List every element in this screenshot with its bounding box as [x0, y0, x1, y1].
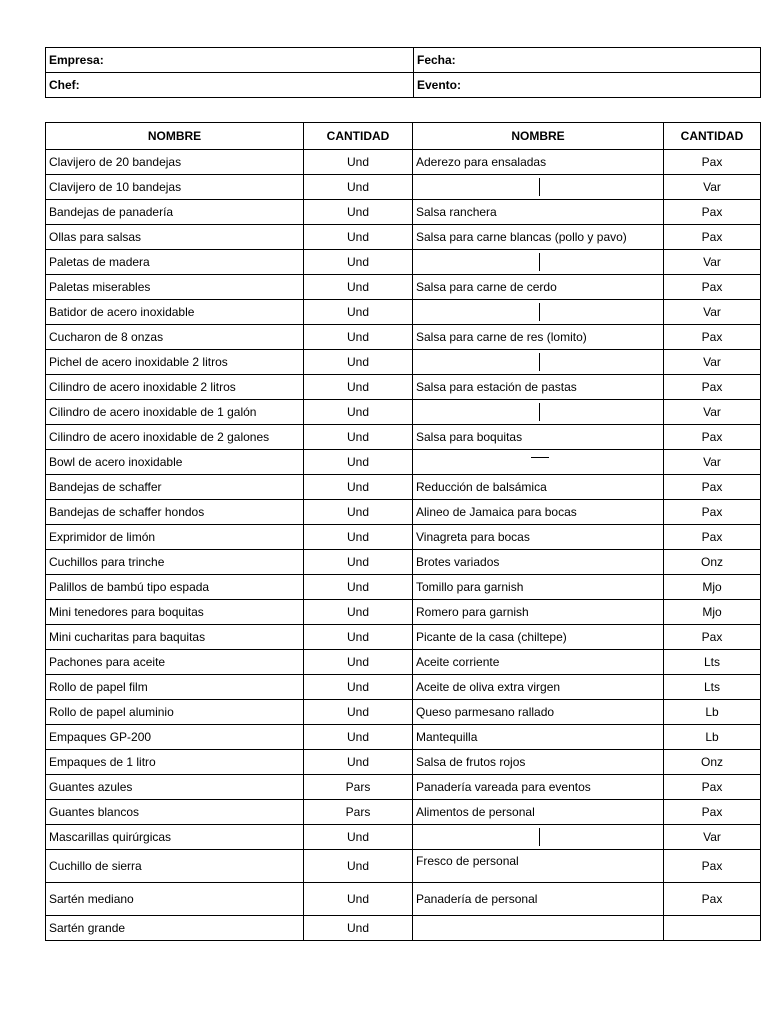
item-name-right — [413, 525, 664, 550]
item-unit-right: Lts — [664, 675, 761, 700]
item-name-right-text: Alimentos de personal — [416, 805, 535, 819]
item-name-right-text: Salsa para boquitas — [416, 430, 523, 444]
ditto-mark — [416, 403, 663, 421]
item-name-left: Paletas de madera — [46, 250, 304, 275]
table-row — [46, 375, 761, 400]
item-unit-right: Mjo — [664, 600, 761, 625]
table-row — [46, 275, 761, 300]
item-name-right-text: Mantequilla — [416, 730, 478, 744]
item-name-right-text: Brotes variados — [416, 555, 500, 569]
item-name-left: Guantes azules — [46, 775, 304, 800]
item-unit-left: Und — [304, 650, 413, 675]
item-name-right — [413, 550, 664, 575]
items-table — [45, 122, 761, 941]
item-name-right-text: Salsa para carne blancas (pollo y pavo) — [416, 230, 627, 244]
item-name-right — [413, 400, 664, 425]
item-name-left: Rollo de papel film — [46, 675, 304, 700]
item-unit-left: Und — [304, 225, 413, 250]
item-name-right — [413, 275, 664, 300]
event-header-table — [45, 47, 761, 98]
item-name-left: Clavijero de 10 bandejas — [46, 175, 304, 200]
item-name-right-text: Salsa para estación de pastas — [416, 380, 577, 394]
table-row — [46, 700, 761, 725]
item-name-right-text: Vinagreta para bocas — [416, 530, 530, 544]
item-name-right — [413, 425, 664, 450]
item-unit-left: Und — [304, 625, 413, 650]
item-unit-left: Und — [304, 400, 413, 425]
item-unit-right: Lts — [664, 650, 761, 675]
table-row — [46, 625, 761, 650]
item-name-left: Empaques GP-200 — [46, 725, 304, 750]
item-name-left: Mini tenedores para boquitas — [46, 600, 304, 625]
item-name-right — [413, 225, 664, 250]
table-row — [46, 475, 761, 500]
item-name-left: Guantes blancos — [46, 800, 304, 825]
item-unit-left: Und — [304, 575, 413, 600]
item-name-right — [413, 475, 664, 500]
item-name-right-text: Alineo de Jamaica para bocas — [416, 505, 577, 519]
table-row — [46, 750, 761, 775]
item-name-right — [413, 825, 664, 850]
item-unit-right: Lb — [664, 725, 761, 750]
item-name-left: Bandejas de panadería — [46, 200, 304, 225]
item-name-left: Batidor de acero inoxidable — [46, 300, 304, 325]
item-name-right-text: Salsa para carne de cerdo — [416, 280, 557, 294]
item-unit-left: Und — [304, 375, 413, 400]
item-name-right — [413, 575, 664, 600]
table-row — [46, 425, 761, 450]
item-unit-left: Und — [304, 425, 413, 450]
item-unit-right: Pax — [664, 625, 761, 650]
item-unit-left: Und — [304, 700, 413, 725]
item-unit-right: Pax — [664, 225, 761, 250]
item-name-left: Sartén grande — [46, 916, 304, 941]
table-row — [46, 225, 761, 250]
item-name-left: Cuchillos para trinche — [46, 550, 304, 575]
item-name-right-text: Romero para garnish — [416, 605, 529, 619]
item-name-left: Exprimidor de limón — [46, 525, 304, 550]
item-name-right — [413, 200, 664, 225]
item-name-right — [413, 325, 664, 350]
item-name-left: Clavijero de 20 bandejas — [46, 150, 304, 175]
column-header-nombre-left: NOMBRE — [46, 123, 304, 150]
column-header-cantidad-left: CANTIDAD — [304, 123, 413, 150]
ditto-mark — [416, 828, 663, 846]
item-unit-right: Onz — [664, 750, 761, 775]
table-body — [46, 150, 761, 941]
item-name-right — [413, 375, 664, 400]
item-name-left: Cucharon de 8 onzas — [46, 325, 304, 350]
item-unit-right: Pax — [664, 800, 761, 825]
table-row — [46, 675, 761, 700]
item-name-left: Cilindro de acero inoxidable de 1 galón — [46, 400, 304, 425]
item-unit-left: Und — [304, 250, 413, 275]
item-name-right-text: Panadería de personal — [416, 892, 538, 906]
item-unit-right: Pax — [664, 200, 761, 225]
item-unit-left: Und — [304, 600, 413, 625]
fecha-label: Fecha: — [417, 53, 456, 67]
empresa-field[interactable] — [46, 48, 414, 73]
item-unit-right: Lb — [664, 700, 761, 725]
item-name-right-text: Aceite de oliva extra virgen — [416, 680, 561, 694]
item-unit-left: Und — [304, 350, 413, 375]
item-unit-left: Und — [304, 475, 413, 500]
column-header-nombre-right: NOMBRE — [413, 123, 664, 150]
ditto-mark — [416, 450, 663, 464]
table-row — [46, 775, 761, 800]
item-unit-right: Pax — [664, 883, 761, 916]
item-name-right — [413, 800, 664, 825]
table-row — [46, 800, 761, 825]
item-unit-right: Var — [664, 450, 761, 475]
item-name-right-text: Salsa para carne de res (lomito) — [416, 330, 587, 344]
item-unit-right: Pax — [664, 850, 761, 883]
table-row — [46, 175, 761, 200]
item-unit-right: Mjo — [664, 575, 761, 600]
item-unit-right: Pax — [664, 150, 761, 175]
item-name-left: Paletas miserables — [46, 275, 304, 300]
item-unit-right: Var — [664, 350, 761, 375]
item-name-right-text: Fresco de personal — [416, 854, 519, 868]
item-name-right-text: Picante de la casa (chiltepe) — [416, 630, 567, 644]
chef-field[interactable] — [46, 73, 414, 98]
table-row — [46, 825, 761, 850]
table-header-row — [46, 123, 761, 150]
item-name-right-text: Aceite corriente — [416, 655, 500, 669]
table-row — [46, 525, 761, 550]
item-unit-left: Und — [304, 275, 413, 300]
item-unit-right: Pax — [664, 425, 761, 450]
table-row — [46, 650, 761, 675]
item-unit-right: Pax — [664, 775, 761, 800]
item-unit-left: Und — [304, 450, 413, 475]
item-unit-left: Und — [304, 325, 413, 350]
item-name-left: Ollas para salsas — [46, 225, 304, 250]
table-row — [46, 850, 761, 883]
item-unit-right: Var — [664, 400, 761, 425]
item-unit-left: Und — [304, 675, 413, 700]
item-unit-right: Pax — [664, 325, 761, 350]
item-name-right-text: Salsa de frutos rojos — [416, 755, 526, 769]
item-name-left: Bandejas de schaffer hondos — [46, 500, 304, 525]
item-name-right — [413, 500, 664, 525]
item-unit-left: Und — [304, 550, 413, 575]
item-unit-right: Var — [664, 825, 761, 850]
table-row — [46, 150, 761, 175]
item-unit-left: Und — [304, 500, 413, 525]
item-name-right — [413, 700, 664, 725]
item-name-right — [413, 600, 664, 625]
table-row — [46, 600, 761, 625]
item-name-right-text: Reducción de balsámica — [416, 480, 547, 494]
item-unit-left: Und — [304, 200, 413, 225]
item-name-left: Empaques de 1 litro — [46, 750, 304, 775]
item-name-left: Rollo de papel aluminio — [46, 700, 304, 725]
ditto-mark — [416, 303, 663, 321]
item-unit-left: Und — [304, 725, 413, 750]
item-unit-right: Pax — [664, 275, 761, 300]
item-name-right-text: Aderezo para ensaladas — [416, 155, 547, 169]
item-name-right — [413, 350, 664, 375]
empresa-label: Empresa: — [49, 53, 104, 67]
item-name-left: Bowl de acero inoxidable — [46, 450, 304, 475]
item-unit-left: Und — [304, 175, 413, 200]
table-row — [46, 300, 761, 325]
item-unit-left: Und — [304, 883, 413, 916]
item-name-left: Pichel de acero inoxidable 2 litros — [46, 350, 304, 375]
evento-field[interactable] — [414, 73, 761, 98]
item-name-left: Sartén mediano — [46, 883, 304, 916]
table-row — [46, 575, 761, 600]
table-row — [46, 400, 761, 425]
item-name-left: Mini cucharitas para baquitas — [46, 625, 304, 650]
table-row — [46, 500, 761, 525]
chef-label: Chef: — [49, 78, 80, 92]
item-name-left: Cilindro de acero inoxidable 2 litros — [46, 375, 304, 400]
item-name-left: Bandejas de schaffer — [46, 475, 304, 500]
item-unit-left: Und — [304, 825, 413, 850]
item-name-left: Cuchillo de sierra — [46, 850, 304, 883]
item-name-right — [413, 150, 664, 175]
item-name-right — [413, 916, 664, 941]
fecha-field[interactable] — [414, 48, 761, 73]
item-unit-right: Var — [664, 300, 761, 325]
item-unit-left: Und — [304, 750, 413, 775]
item-name-right — [413, 750, 664, 775]
item-unit-right: Onz — [664, 550, 761, 575]
item-name-right — [413, 850, 664, 883]
item-name-right — [413, 625, 664, 650]
item-name-right-text: Tomillo para garnish — [416, 580, 524, 594]
item-name-right — [413, 883, 664, 916]
item-unit-left: Pars — [304, 800, 413, 825]
item-unit-right: Var — [664, 250, 761, 275]
table-row — [46, 450, 761, 475]
item-unit-left: Und — [304, 150, 413, 175]
item-unit-right: Var — [664, 175, 761, 200]
item-name-right — [413, 450, 664, 475]
column-header-cantidad-right: CANTIDAD — [664, 123, 761, 150]
item-unit-right: Pax — [664, 375, 761, 400]
item-name-right — [413, 650, 664, 675]
ditto-mark — [416, 253, 663, 271]
item-name-right — [413, 675, 664, 700]
item-name-right — [413, 775, 664, 800]
item-unit-right: Pax — [664, 475, 761, 500]
item-unit-right: Pax — [664, 500, 761, 525]
evento-label: Evento: — [417, 78, 462, 92]
ditto-mark — [416, 353, 663, 371]
ditto-mark — [416, 178, 663, 196]
item-name-right — [413, 725, 664, 750]
table-row — [46, 250, 761, 275]
item-unit-left: Und — [304, 916, 413, 941]
item-name-right — [413, 250, 664, 275]
table-row — [46, 916, 761, 941]
item-name-left: Cilindro de acero inoxidable de 2 galones — [46, 425, 304, 450]
table-row — [46, 325, 761, 350]
item-name-right-text: Queso parmesano rallado — [416, 705, 555, 719]
item-unit-right — [664, 916, 761, 941]
table-row — [46, 883, 761, 916]
item-unit-left: Und — [304, 850, 413, 883]
item-name-right-text: Salsa ranchera — [416, 205, 497, 219]
item-name-right-text: Panadería vareada para eventos — [416, 780, 591, 794]
item-unit-left: Und — [304, 525, 413, 550]
table-row — [46, 200, 761, 225]
item-unit-left: Und — [304, 300, 413, 325]
item-name-left: Mascarillas quirúrgicas — [46, 825, 304, 850]
item-name-left: Palillos de bambú tipo espada — [46, 575, 304, 600]
table-row — [46, 725, 761, 750]
item-name-left: Pachones para aceite — [46, 650, 304, 675]
item-name-right — [413, 175, 664, 200]
item-unit-right: Pax — [664, 525, 761, 550]
item-unit-left: Pars — [304, 775, 413, 800]
table-row — [46, 350, 761, 375]
table-row — [46, 550, 761, 575]
item-name-right — [413, 300, 664, 325]
